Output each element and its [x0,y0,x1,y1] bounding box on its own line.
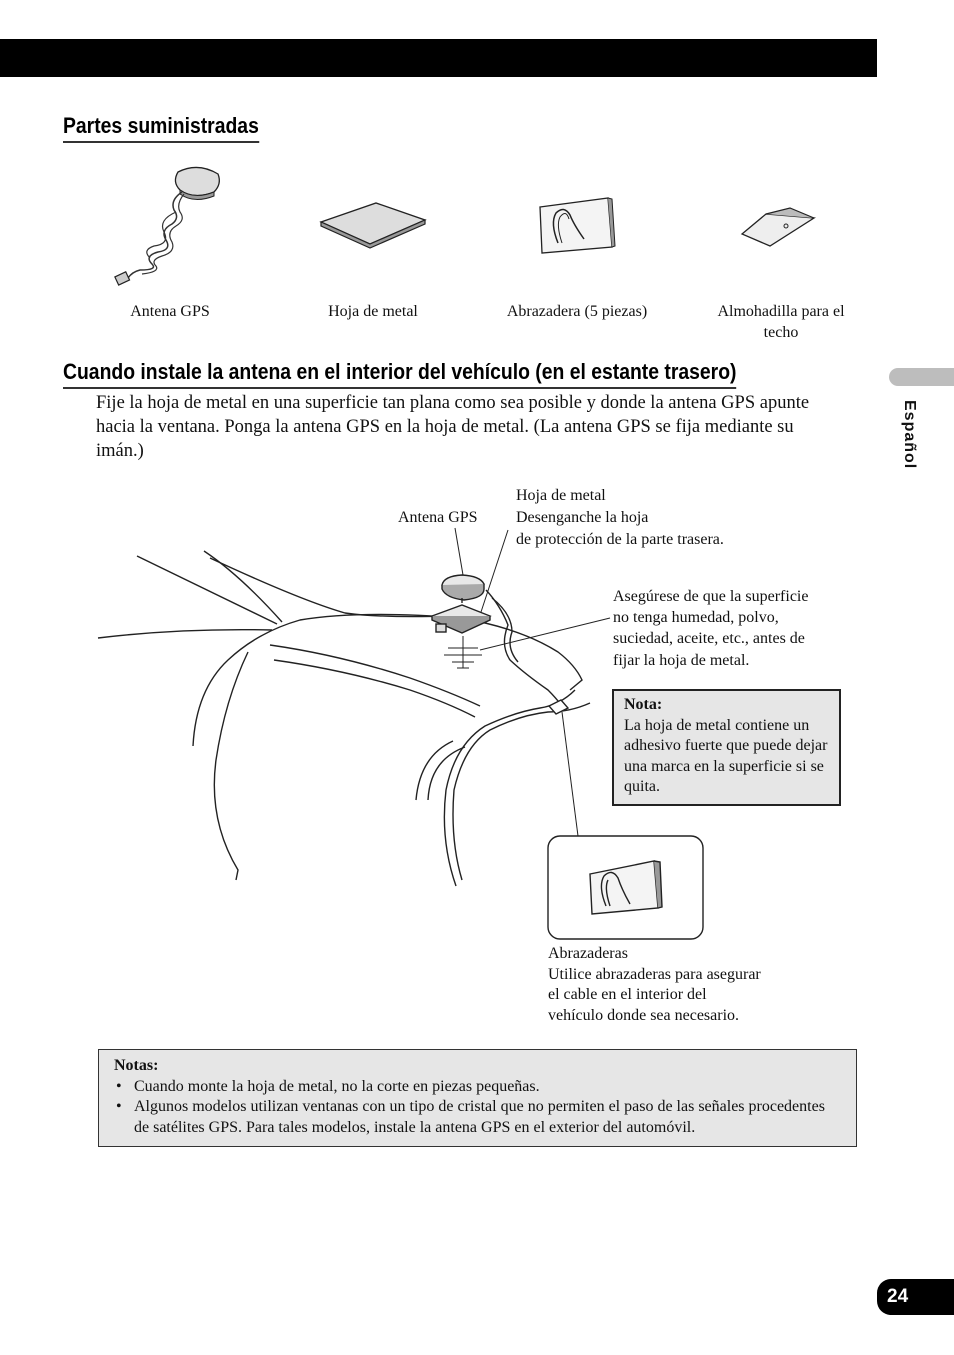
section-title-text: Partes suministradas [63,113,259,138]
page-number: 24 [877,1279,954,1315]
metal-sheet-instruction: de protección de la parte trasera. [516,531,724,548]
list-item: • Cuando monte la hoja de metal, no la corte en piezas pequeñas. [114,1077,841,1098]
note-title: Nota: [624,696,663,713]
part-caption: Hoja de metal [328,303,418,320]
clamps-instruction: vehículo donde sea necesario. [548,1007,740,1024]
notes-box [98,1049,857,1147]
antenna-label: Antena GPS [398,509,478,526]
surface-instruction: fijar la hoja de metal. [613,652,750,669]
part-caption: Abrazadera (5 piezas) [506,303,648,320]
note-text: La hoja de metal contiene un adhesivo fuerte que puede dejar una marca en la superficie si se quita. [624,716,828,795]
metal-sheet-instruction: Desenganche la hoja [516,509,649,526]
list-item: • Algunos modelos utilizan ventanas con un tipo de cristal que no permiten el paso de las señales procedentes de satélites GPS. Para tales modelos, instale la antena GPS en el exterior del automóvil. [114,1097,841,1138]
notes-title: Notas: [114,1057,159,1074]
clamps-instruction: el cable en el interior del [548,986,707,1003]
part-caption: Antena GPS [130,303,210,320]
part-caption: Almohadilla para el techo [717,303,845,341]
surface-instruction: suciedad, aceite, etc., antes de [613,630,805,647]
note-box [612,689,841,806]
surface-instruction: no tenga humedad, polvo, [613,609,779,626]
clamps-label: Abrazaderas [548,945,628,962]
section-title-text: Cuando instale la antena en el interior del vehículo (en el estante trasero) [63,359,737,384]
notes-list [114,1077,841,1139]
surface-instruction: Asegúrese de que la superficie [613,588,809,605]
metal-sheet-label: Hoja de metal [516,487,606,504]
instructions-paragraph: Fije la hoja de metal en una superficie tan plana como sea posible y donde la antena GPS apunte hacia la ventana. Ponga la antena GPS en la hoja de metal. (La antena GPS se fija mediante su imán.) [96,393,810,461]
clamps-instruction: Utilice abrazaderas para asegurar [548,966,761,983]
language-tab [889,368,954,386]
language-label: Español [901,400,918,470]
